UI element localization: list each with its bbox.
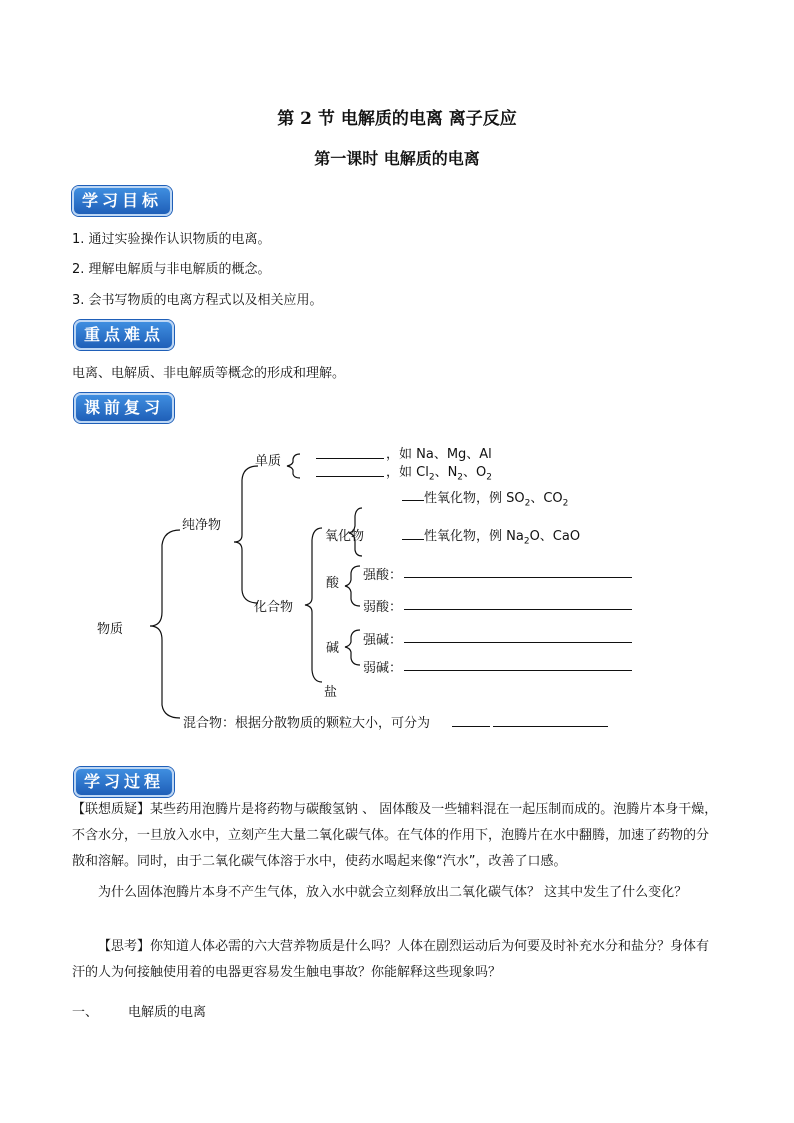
strong-base-label: 强碱：	[363, 633, 403, 648]
element-label: 单质	[255, 454, 282, 469]
salt-label: 盐	[324, 685, 338, 700]
element-blank-1	[316, 458, 384, 459]
compound-label: 化合物	[254, 600, 294, 615]
page-title: 第 2 节 电解质的电离 离子反应	[277, 109, 517, 129]
oxide-blank-1	[402, 500, 424, 501]
key-points-badge: 重点难点	[74, 320, 174, 350]
section-heading-number: 一、	[72, 1005, 99, 1020]
element-examples-1: ，如 Na、Mg、Al	[386, 447, 492, 462]
oxide-examples-1: 性氧化物，例 $SO_2$、$CO_2$	[424, 491, 569, 509]
strong-acid-label: 强酸：	[363, 568, 403, 583]
mixture-blank-1	[452, 726, 490, 727]
weak-acid-blank	[404, 609, 632, 610]
process-paragraph-3: 【思考】你知道人体必需的六大营养物质是什么吗？人体在剧烈运动后为何要及时补充水分和盐分？身体有汗的人为何接触使用着的电器更容易发生触电事故？你能解释这些现象吗？	[72, 939, 710, 980]
objective-item: 2. 理解电解质与非电解质的概念。	[72, 262, 271, 277]
strong-base-blank	[404, 642, 632, 643]
pure-substance-label: 纯净物	[182, 518, 222, 533]
mixture-blank-2	[493, 726, 608, 727]
acid-label: 酸	[326, 576, 340, 591]
oxide-blank-2	[402, 539, 424, 540]
tree-root-label: 物质	[97, 622, 124, 637]
process-paragraph-1: 【联想质疑】某些药用泡腾片是将药物与碳酸氢钠 、 固体酸及一些辅料混在一起压制而成的。泡腾片本身干燥，不含水分，一旦放入水中，立刻产生大量二氧化碳气体。在气体的作用下，泡腾片在水中翻腾，加速了药物的分散和溶解。同时，由于二氧化碳气体溶于水中，使药水喝起来像“汽水”，改善了口感。	[72, 802, 718, 869]
process-badge: 学习过程	[74, 767, 174, 797]
key-points-text: 电离、电解质、非电解质等概念的形成和理解。	[72, 366, 346, 381]
weak-base-label: 弱碱：	[363, 661, 403, 676]
review-badge: 课前复习	[74, 393, 174, 423]
oxide-label: 氧化物	[325, 529, 365, 544]
page-subtitle: 第一课时 电解质的电离	[314, 149, 480, 168]
weak-base-blank	[404, 670, 632, 671]
element-examples-2: ，如 $Cl_2$、$N_2$、$O_2$	[386, 465, 492, 483]
section-heading: 电解质的电离	[128, 1005, 207, 1020]
objective-item: 1. 通过实验操作认识物质的电离。	[72, 232, 271, 247]
oxide-examples-2: 性氧化物，例 $Na_2O$、CaO	[424, 529, 581, 547]
objectives-badge: 学习目标	[72, 186, 172, 216]
mixture-label: 混合物：根据分散物质的颗粒大小，可分为	[183, 716, 431, 731]
strong-acid-blank	[404, 577, 632, 578]
weak-acid-label: 弱酸：	[363, 600, 403, 615]
element-blank-2	[316, 476, 384, 477]
objective-item: 3. 会书写物质的电离方程式以及相关应用。	[72, 293, 323, 308]
base-label: 碱	[326, 641, 340, 656]
process-paragraph-2: 为什么固体泡腾片本身不产生气体，放入水中就会立刻释放出二氧化碳气体？ 这其中发生了什么变化？	[98, 885, 688, 900]
